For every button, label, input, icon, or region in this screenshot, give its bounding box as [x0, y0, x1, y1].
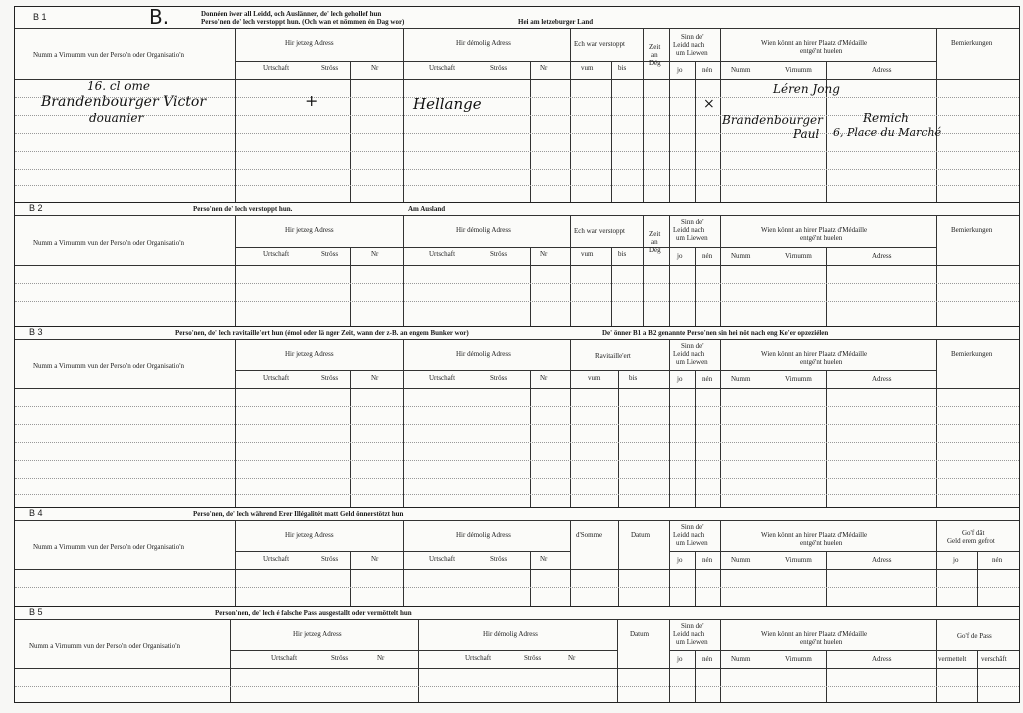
column-nr: Nr	[371, 64, 379, 72]
column-vum: vum	[581, 64, 594, 72]
column-remarks: Bemierkungen	[951, 39, 993, 47]
column-nen: nén	[702, 556, 713, 564]
column-virnumm: Virnumm	[785, 252, 812, 260]
column-money-returned: Geld erem gefrot	[947, 537, 995, 545]
column-virnumm: Virnumm	[785, 375, 812, 383]
handwritten-current-address: +	[305, 91, 319, 110]
column-urtschaft: Urtschaft	[465, 654, 492, 662]
column-jo: jo	[677, 375, 683, 383]
handwritten-former-town: Hellange	[413, 95, 482, 113]
handwritten-medal-line: Léren Jong	[773, 82, 840, 96]
column-suffering: um Liewen	[676, 638, 708, 646]
column-suffering: Leidd nach	[673, 41, 705, 49]
section-b4	[15, 507, 1019, 607]
column-stross: Ströss	[321, 555, 339, 563]
column-urtschaft: Urtschaft	[429, 64, 456, 72]
column-virnumm: Virnumm	[785, 655, 812, 663]
column-virnumm: Virnumm	[785, 66, 812, 74]
column-hidden: Ech war verstoppt	[574, 227, 625, 235]
column-suffering: Leidd nach	[673, 226, 705, 234]
column-nen: nén	[702, 66, 713, 74]
column-suffering: um Liewen	[676, 234, 708, 242]
column-current-address: Hir jetzeg Adress	[293, 630, 342, 638]
column-hidden: Ech war verstoppt	[574, 40, 625, 48]
column-current-address: Hir jetzeg Adress	[285, 531, 334, 539]
section-b3	[15, 326, 1019, 508]
section-title: Person'nen, de' lech é falsche Pass ausgestallt oder vermöttelt hun	[215, 609, 412, 617]
column-name-header: Numm a Virnumm vun der Perso'n oder Organisatio'n	[33, 362, 184, 370]
column-days: an	[651, 51, 658, 59]
column-jo: jo	[677, 252, 683, 260]
column-pass: Go'f de Pass	[957, 632, 992, 640]
column-former-address: Hir démolig Adress	[456, 226, 511, 234]
registration-form	[14, 6, 1020, 703]
column-name-header: Numm a Virnumm vun der Perso'n oder Organisatio'n	[29, 642, 180, 650]
column-jo: jo	[677, 655, 683, 663]
column-medal: Wien könnt an hirer Plaatz d'Médaille	[761, 531, 868, 539]
column-former-address: Hir démolig Adress	[483, 630, 538, 638]
column-numm: Numm	[731, 252, 751, 260]
handwritten-alive-mark: ×	[703, 96, 715, 112]
column-former-address: Hir démolig Adress	[456, 531, 511, 539]
column-nr: Nr	[377, 654, 385, 662]
column-medal: entgé'nt huelen	[800, 638, 843, 646]
column-former-address: Hir démolig Adress	[456, 39, 511, 47]
column-stross: Ströss	[490, 555, 508, 563]
section-code: B 1	[33, 12, 47, 22]
handwritten-name: douanier	[89, 111, 144, 125]
column-medal: Wien könnt an hirer Plaatz d'Médaille	[761, 630, 868, 638]
section-title: Perso'nen de' lech verstoppt hun.	[193, 205, 293, 213]
column-nr: Nr	[540, 64, 548, 72]
handwritten-name: Brandenbourger Victor	[41, 94, 207, 110]
column-numm: Numm	[731, 655, 751, 663]
column-adress: Adress	[872, 556, 892, 564]
column-nr: Nr	[540, 250, 548, 258]
column-suffering: Leidd nach	[673, 350, 705, 358]
column-stross: Ströss	[321, 64, 339, 72]
column-stross: Ströss	[490, 374, 508, 382]
section-code: B 4	[29, 508, 43, 518]
handwritten-medal-name: Brandenbourger	[722, 113, 823, 127]
column-medal: entgé'nt huelen	[800, 358, 843, 366]
column-nr: Nr	[540, 555, 548, 563]
column-stross: Ströss	[524, 654, 542, 662]
column-numm: Numm	[731, 66, 751, 74]
column-medal: Wien könnt an hirer Plaatz d'Médaille	[761, 39, 868, 47]
column-nr: Nr	[371, 555, 379, 563]
column-days: Zeit	[649, 230, 661, 238]
section-code: B 2	[29, 203, 43, 213]
section-region: Am Ausland	[408, 205, 446, 213]
section-code: B 5	[29, 607, 43, 617]
column-vum: vum	[581, 250, 594, 258]
column-adress: Adress	[872, 252, 892, 260]
column-suffering: Sinn de'	[681, 622, 704, 630]
column-urtschaft: Urtschaft	[263, 555, 290, 563]
column-suffering: Leidd nach	[673, 531, 705, 539]
column-vum: vum	[588, 374, 601, 382]
column-datum: Datum	[630, 630, 650, 638]
column-jo: jo	[677, 556, 683, 564]
handwritten-medal-firstname: Paul	[793, 127, 820, 141]
column-nen: nén	[992, 556, 1003, 564]
column-urtschaft: Urtschaft	[263, 374, 290, 382]
column-nr: Nr	[568, 654, 576, 662]
section-b5	[15, 606, 1019, 702]
column-medal: entgé'nt huelen	[800, 539, 843, 547]
handwritten-medal-street: 6, Place du Marché	[833, 126, 942, 139]
section-title: Perso'nen de' lech verstoppt hun. (Och wan et nömmen én Dag wor)	[201, 18, 405, 26]
column-suffering: um Liewen	[676, 539, 708, 547]
column-bis: bis	[629, 374, 638, 382]
column-suffering: Sinn de'	[681, 218, 704, 226]
column-remarks: Bemierkungen	[951, 226, 993, 234]
column-urtschaft: Urtschaft	[271, 654, 298, 662]
column-verschaft: verschâft	[981, 655, 1007, 663]
column-virnumm: Virnumm	[785, 556, 812, 564]
section-note: De' önner B1 a B2 genannte Perso'nen sin hei nöt nach eng Ke'er opzeziélen	[602, 329, 829, 337]
section-title: Perso'nen, de' lech ravitaille'ert hun (émol oder lä nger Zeit, wann der z-B. an engem Bunker wor)	[175, 329, 469, 337]
column-jo: jo	[953, 556, 959, 564]
column-suffering: um Liewen	[676, 49, 708, 57]
handwritten-name: 16. cl ome	[87, 79, 150, 93]
column-name-header: Numm a Virnumm vun der Perso'n oder Organisatio'n	[33, 239, 184, 247]
column-medal: Wien könnt an hirer Plaatz d'Médaille	[761, 350, 868, 358]
column-nen: nén	[702, 252, 713, 260]
column-suffering: Sinn de'	[681, 33, 704, 41]
section-title: Donnéen iwer all Leidd, och Auslänner, de' lech gehollef hun	[201, 10, 382, 18]
column-bis: bis	[618, 64, 627, 72]
column-adress: Adress	[872, 655, 892, 663]
column-adress: Adress	[872, 375, 892, 383]
column-jo: jo	[677, 66, 683, 74]
column-urtschaft: Urtschaft	[263, 250, 290, 258]
column-days: Zeit	[649, 43, 661, 51]
column-medal: entgé'nt huelen	[800, 47, 843, 55]
section-b2	[15, 202, 1019, 327]
column-money-returned: Go'f dât	[962, 529, 985, 537]
column-urtschaft: Urtschaft	[429, 250, 456, 258]
column-stross: Ströss	[321, 374, 339, 382]
section-b1	[15, 7, 1019, 203]
column-medal: entgé'nt huelen	[800, 234, 843, 242]
column-adress: Adress	[872, 66, 892, 74]
column-stross: Ströss	[490, 250, 508, 258]
column-nr: Nr	[371, 374, 379, 382]
column-remarks: Bemierkungen	[951, 350, 993, 358]
column-urtschaft: Urtschaft	[429, 555, 456, 563]
column-days: Dég	[649, 246, 661, 254]
column-vermettelt: vermettelt	[938, 655, 967, 663]
column-name-header: Numm a Virnumm vun der Perso'n oder Organisatio'n	[33, 51, 184, 59]
column-datum: Datum	[631, 531, 651, 539]
column-current-address: Hir jetzeg Adress	[285, 39, 334, 47]
column-suffering: um Liewen	[676, 358, 708, 366]
column-current-address: Hir jetzeg Adress	[285, 350, 334, 358]
column-bis: bis	[618, 250, 627, 258]
column-nen: nén	[702, 655, 713, 663]
column-somme: d'Somme	[576, 531, 603, 539]
form-letter: B.	[149, 5, 170, 29]
column-stross: Ströss	[331, 654, 349, 662]
column-urtschaft: Urtschaft	[429, 374, 456, 382]
column-days: Dég	[649, 59, 661, 67]
column-former-address: Hir démolig Adress	[456, 350, 511, 358]
column-suffering: Sinn de'	[681, 342, 704, 350]
column-stross: Ströss	[321, 250, 339, 258]
column-numm: Numm	[731, 375, 751, 383]
section-title: Perso'nen, de' lech während Erer Illégalitét matt Geld önnerstötzt hun	[193, 510, 404, 518]
column-urtschaft: Urtschaft	[263, 64, 290, 72]
column-numm: Numm	[731, 556, 751, 564]
column-medal: Wien könnt an hirer Plaatz d'Médaille	[761, 226, 868, 234]
column-nr: Nr	[371, 250, 379, 258]
column-suffering: Sinn de'	[681, 523, 704, 531]
column-nr: Nr	[540, 374, 548, 382]
column-days: an	[651, 238, 658, 246]
column-name-header: Numm a Virnumm vun der Perso'n oder Organisatio'n	[33, 543, 184, 551]
column-ravitaille: Ravitaille'ert	[595, 352, 631, 360]
column-current-address: Hir jetzeg Adress	[285, 226, 334, 234]
column-suffering: Leidd nach	[673, 630, 705, 638]
column-nen: nén	[702, 375, 713, 383]
handwritten-medal-town: Remich	[863, 111, 909, 125]
column-stross: Ströss	[490, 64, 508, 72]
section-code: B 3	[29, 327, 43, 337]
section-region: Hei am letzeburger Land	[518, 18, 594, 26]
